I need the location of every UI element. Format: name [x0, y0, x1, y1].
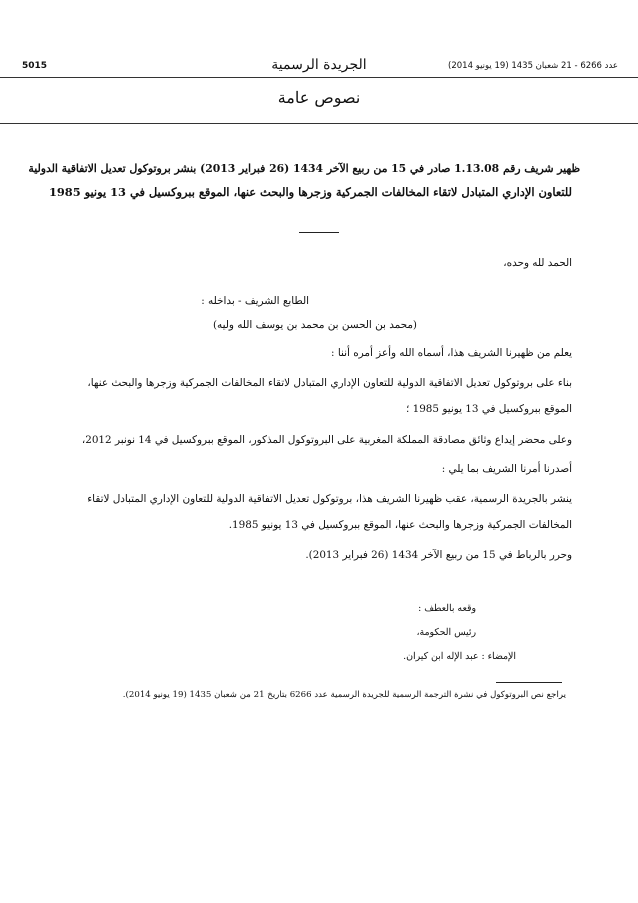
dahir-title-line-2: للتعاون الإداري المتبادل لاتقاء المخالفات الجمركية وزجرها والبحث عنها، الموقع ببروكسيل في 13 يونيو 1985 [48, 185, 572, 199]
decree-line: أصدرنا أمرنا الشريف بما يلي : [441, 463, 572, 475]
title-underline [299, 232, 339, 233]
head-of-government: رئيس الحكومة، [416, 627, 476, 638]
footnote: يراجع نص البروتوكول في نشرة الترجمة الرسمية للجريدة الرسمية عدد 6266 بتاريخ 21 من شعبان 1435 (19 يونيو 2014). [122, 690, 566, 700]
based-on-line-1: بناء على بروتوكول تعديل الاتفاقية الدولية للتعاون الإداري المتبادل لاتقاء المخالفات الجمركية وزجرها والبحث عنها، [87, 377, 572, 389]
issue-info: عدد 6266 - 21 شعبان 1435 (19 يونيو 2014) [448, 61, 618, 71]
signature-line: الإمضاء : عبد الإله ابن كيران. [403, 651, 516, 662]
deposit-line: وعلى محضر إيداع وثائق مصادقة المملكة المغربية على البروتوكول المذكور، الموقع ببروكسيل في 14 نونبر 2012، [81, 434, 572, 446]
header-divider [0, 77, 638, 78]
done-at-line: وحرر بالرباط في 15 من ربيع الآخر 1434 (26 فبراير 2013). [305, 549, 572, 561]
publish-line-1: ينشر بالجريدة الرسمية، عقب ظهيرنا الشريف هذا، بروتوكول تعديل الاتفاقية الدولية للتعاون الإداري المتبادل لاتقاء [87, 493, 572, 505]
dahir-title-line-1: ظهير شريف رقم 1.13.08 صادر في 15 من ربيع الآخر 1434 (26 فبراير 2013) بنشر بروتوكول تعديل الاتفاقية الدولية [28, 162, 580, 175]
countersigned-label: وقعه بالعطف : [418, 603, 476, 614]
praise-line: الحمد لله وحده، [503, 257, 572, 269]
announcement-line: يعلم من ظهيرنا الشريف هذا، أسماه الله وأعز أمره أننا : [331, 347, 572, 359]
section-divider [0, 123, 638, 124]
section-title: نصوص عامة [277, 88, 361, 107]
king-name: (محمد بن الحسن بن محمد بن يوسف الله وليه) [212, 319, 417, 331]
page-number: 5015 [22, 61, 48, 71]
seal-line: الطابع الشريف - بداخله : [201, 295, 309, 307]
publish-line-2: المخالفات الجمركية وزجرها والبحث عنها، الموقع ببروكسيل في 13 يونيو 1985. [228, 519, 572, 531]
footnote-divider [496, 682, 562, 683]
journal-title: الجريدة الرسمية [271, 57, 367, 73]
based-on-line-2: الموقع ببروكسيل في 13 يونيو 1985 ؛ [405, 403, 572, 415]
